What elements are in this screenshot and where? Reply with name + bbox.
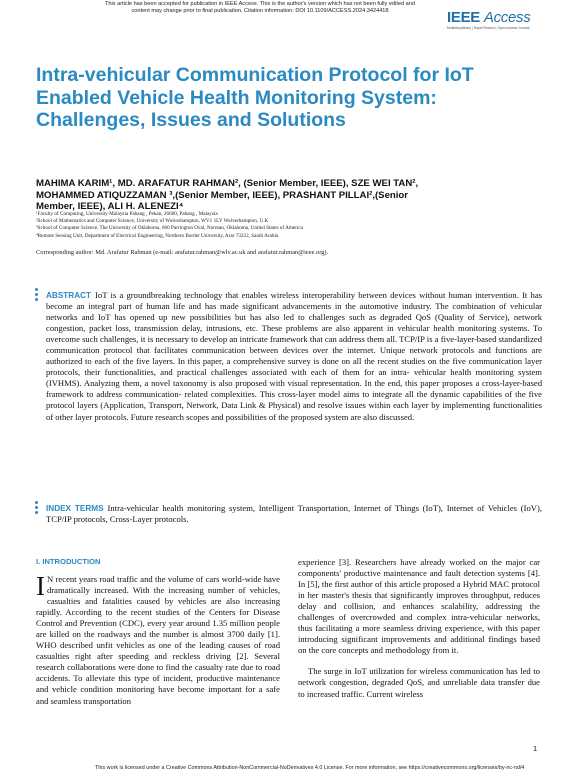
abstract-label: ABSTRACT	[46, 291, 92, 300]
abstract-dots-icon	[35, 288, 38, 303]
paper-title: Intra-vehicular Communication Protocol for IoT Enabled Vehicle Health Monitoring System: Challenges, Issues and Solutions	[36, 64, 474, 131]
publication-note-line1: This article has been accepted for publication in IEEE Access. This is the author's version which has not been fully edited and	[104, 1, 416, 7]
page-number: 1	[533, 744, 538, 753]
body-column-left	[36, 571, 280, 707]
affiliation: ¹Faculty of Computing, University Malaysia Pahang , Pekan, 26600, Pahang , Malaysia	[36, 211, 218, 217]
affiliation: ²School of Mathematics and Computer Science, University of Wolverhampton, WV1 1LY Wolverhampton, U.K	[36, 218, 269, 225]
intro-left-text: N recent years road traffic and the volume of cars world-wide have dramatically increased. With the increasing number of vehicles, casualties and fatalities caused by vehicles are also increasing rapidly. According to the recent studies of the Centers for Disease Control and Prevention (CDC), every year around 1.35 million people are killed on the roadways and the number is almost 3700 daily [1]. WHO described unfit vehicles as one of the leading causes of road casualties right after speeding and reckless driving [2]. Several research collaborations were done to find the casualty rate due to road accidents. To alleviate this type of incident, productive maintenance and vehicle condition monitoring have become important for a safe and seamless transportation	[36, 574, 280, 706]
affiliation: ³School of Computer Science, The University of Oklahoma, 660 Parrington Oval, Norman, Oklahoma, United States of America	[36, 225, 303, 232]
author-line: MAHIMA KARIM¹, MD. ARAFATUR RAHMAN², (Senior Member, IEEE), SZE WEI TAN²,	[36, 178, 419, 189]
logo-access-text: Access	[483, 9, 531, 26]
publication-note-line2: content may change prior to final publication. Citation information: DOI 10.1109/ACCESS.2024.3424418	[131, 8, 389, 15]
logo-ieee-text: IEEE	[447, 9, 480, 26]
author-line: Member, IEEE), ALI H. ALENEZI⁴	[36, 201, 184, 213]
abstract	[46, 290, 542, 423]
affiliation-list	[36, 211, 536, 240]
intro-right-paragraph-1: experience [3]. Researchers have already worked on the major car components' productive maintenance and fault detection systems [4]. In [5], the first author of this article proposed a Hybrid MAC protocol in her master's thesis that significantly improves throughput, reduces delay and collision, and enhances scalability, addressing the challenges of overcrowded and complex intra-vehicular networks, thus facilitating a more seamless driving experience, with this paper introducing significant improvements and additional findings based on the core concepts and methodology from it.	[298, 557, 540, 656]
affiliation: ⁴Remote Sensing Unit, Department of Electrical Engineering, Northern Border University, Arar 73222, Saudi Arabia	[36, 232, 279, 239]
section-heading-introduction: I. INTRODUCTION	[36, 557, 101, 566]
index-dots-icon	[35, 501, 38, 516]
author-line: MOHAMMED ATIQUZZAMAN ³,(Senior Member, IEEE), PRASHANT PILLAI²,(Senior	[36, 189, 409, 201]
author-list	[36, 178, 536, 213]
index-terms-text: Intra-vehicular health monitoring system, Intelligent Transportation, Internet of Things (IoT), Internet of Vehicles (IoV), TCP/IP protocols, Cross-Layer protocols.	[46, 503, 542, 525]
logo-tagline: Multidisciplinary | Rapid Review | Open Access Journal	[447, 26, 530, 30]
logo-wordmark	[447, 10, 547, 25]
corresponding-author: Corresponding author: Md. Arafatur Rahman (e-mail: arafatur.rahman@wlv.ac.uk and arafatur.rahman@ieee.org).	[36, 249, 329, 256]
intro-paragraph	[36, 571, 280, 707]
license-footer: This work is licensed under a Creative Commons Attribution-NonCommercial-NoDerivatives 4.0 License. For more information, see https://creativecommons.org/licenses/by-nc-nd/4	[95, 765, 525, 771]
index-terms	[46, 503, 542, 525]
drop-cap: I	[36, 571, 45, 601]
body-column-right	[298, 557, 540, 700]
intro-right-paragraph-2: The surge in IoT utilization for wireless communication has led to network congestion, degraded QoS, and unreliable data transfer due to increased traffic. Current wireless	[298, 666, 540, 699]
ieee-access-logo	[447, 10, 547, 30]
publication-note	[95, 1, 425, 15]
index-terms-label: INDEX TERMS	[46, 504, 104, 513]
abstract-text: IoT is a groundbreaking technology that enables wireless interoperability between devices without human intervention. It has become an integral part of human life and has made significant advancements in the automotive industry. The combination of vehicular networks and IoT has opened up new possibilities but has also led to challenges such as degraded QoS (Quality of Service), network congestion, packet loss, transmission delay, intrusions, etc. These problems are also apparent in vehicular health monitoring systems. To overcome such challenges, it is necessary to develop an intricate framework that can address them all. TCP/IP is a five-layer-based standardized communication protocol that facilitates communication between devices over the internet. Unique network protocols and functions are authorized to each of the five layers. In this paper, a comprehensive survey is done on all the recent studies on the five communication layer protocols, their functionalities, and practical challenges associated with each of them for an intra- vehicular health monitoring system (IVHMS). Analyzing them, a novel taxonomy is also proposed with visual representation. In the end, this paper proposes a cross-layer-based framework to address communication- related complexities. This cross-layer model aims to integrate all the dynamic capabilities of the five protocol layers (Application, Transport, Network, Data Link & Physical) and resolve issues within each layer by implementing functionalities of other layer protocols. Future research scopes and possibilities of the proposed system are also discussed.	[46, 290, 542, 422]
